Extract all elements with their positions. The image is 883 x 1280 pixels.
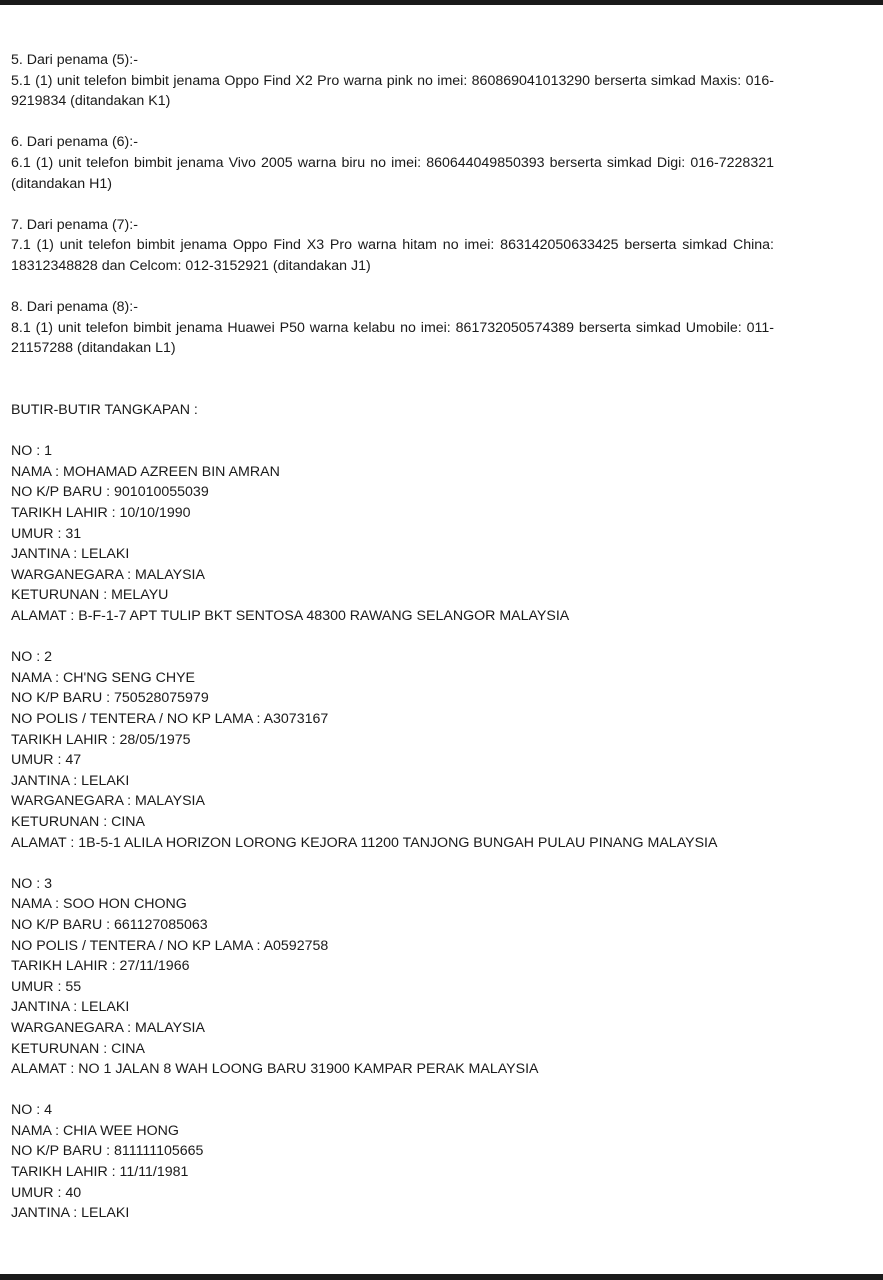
record-gender: JANTINA : LELAKI [11, 999, 130, 1016]
record-name: NAMA : MOHAMAD AZREEN BIN AMRAN [11, 463, 280, 480]
item-heading: 7. Dari penama (7):- [11, 216, 138, 233]
arrest-record-1 [11, 441, 774, 626]
record-name: NAMA : CH'NG SENG CHYE [11, 669, 196, 686]
item-heading: 5. Dari penama (5):- [11, 52, 138, 68]
record-age: UMUR : 55 [11, 978, 82, 995]
item-8 [11, 297, 774, 359]
item-heading: 6. Dari penama (6):- [11, 134, 138, 151]
record-no: NO : 1 [11, 443, 52, 460]
arrest-record-2 [11, 647, 774, 853]
record-age: UMUR : 31 [11, 525, 82, 542]
record-ic: NO K/P BARU : 901010055039 [11, 484, 209, 501]
item-7 [11, 215, 774, 277]
record-race: KETURUNAN : CINA [11, 1040, 146, 1057]
item-description: 8.1 (1) unit telefon bimbit jenama Huawei P50 warna kelabu no imei: 861732050574389 berserta simkad Umobile: 011-21157288 (ditandakan L1) [11, 319, 774, 357]
record-dob: TARIKH LAHIR : 27/11/1966 [11, 958, 190, 975]
item-5 [11, 50, 774, 112]
section-title: BUTIR-BUTIR TANGKAPAN : [11, 402, 198, 419]
record-citizenship: WARGANEGARA : MALAYSIA [11, 1019, 205, 1036]
record-no: NO : 4 [11, 1102, 52, 1119]
arrest-record-3 [11, 874, 774, 1080]
item-description: 7.1 (1) unit telefon bimbit jenama Oppo Find X3 Pro warna hitam no imei: 863142050633425 berserta simkad China: 18312348828 dan Celcom: 012-3152921 (ditandakan J1) [11, 237, 774, 274]
record-ic: NO K/P BARU : 811111105665 [11, 1143, 204, 1160]
record-old-ic: NO POLIS / TENTERA / NO KP LAMA : A0592758 [11, 937, 329, 954]
record-ic: NO K/P BARU : 750528075979 [11, 690, 209, 707]
record-age: UMUR : 47 [11, 752, 82, 769]
item-6 [11, 132, 774, 194]
document-body [11, 50, 774, 1224]
record-address: ALAMAT : NO 1 JALAN 8 WAH LOONG BARU 31900 KAMPAR PERAK MALAYSIA [11, 1061, 539, 1078]
record-gender: JANTINA : LELAKI [11, 1205, 130, 1222]
item-description: 5.1 (1) unit telefon bimbit jenama Oppo Find X2 Pro warna pink no imei: 860869041013290 berserta simkad Maxis: 016-9219834 (ditandakan K1) [11, 72, 774, 110]
record-age: UMUR : 40 [11, 1184, 82, 1201]
record-gender: JANTINA : LELAKI [11, 772, 130, 789]
record-address: ALAMAT : B-F-1-7 APT TULIP BKT SENTOSA 48300 RAWANG SELANGOR MALAYSIA [11, 608, 570, 625]
record-race: KETURUNAN : CINA [11, 813, 146, 830]
bottom-border [0, 1274, 883, 1280]
record-dob: TARIKH LAHIR : 11/11/1981 [11, 1164, 189, 1181]
record-name: NAMA : SOO HON CHONG [11, 896, 187, 913]
record-gender: JANTINA : LELAKI [11, 546, 130, 563]
arrest-record-4 [11, 1100, 774, 1224]
item-description: 6.1 (1) unit telefon bimbit jenama Vivo 2005 warna biru no imei: 860644049850393 berserta simkad Digi: 016-7228321 (ditandakan H1) [11, 154, 774, 192]
item-heading: 8. Dari penama (8):- [11, 299, 138, 316]
record-name: NAMA : CHIA WEE HONG [11, 1122, 179, 1139]
record-dob: TARIKH LAHIR : 10/10/1990 [11, 505, 191, 522]
record-dob: TARIKH LAHIR : 28/05/1975 [11, 731, 191, 748]
record-race: KETURUNAN : MELAYU [11, 587, 169, 604]
record-citizenship: WARGANEGARA : MALAYSIA [11, 793, 205, 810]
record-address: ALAMAT : 1B-5-1 ALILA HORIZON LORONG KEJORA 11200 TANJONG BUNGAH PULAU PINANG MALAYSIA [11, 834, 718, 851]
record-old-ic: NO POLIS / TENTERA / NO KP LAMA : A3073167 [11, 711, 329, 727]
record-no: NO : 2 [11, 649, 52, 666]
record-citizenship: WARGANEGARA : MALAYSIA [11, 566, 205, 583]
record-no: NO : 3 [11, 875, 52, 892]
top-border [0, 0, 883, 5]
record-ic: NO K/P BARU : 661127085063 [11, 916, 208, 933]
